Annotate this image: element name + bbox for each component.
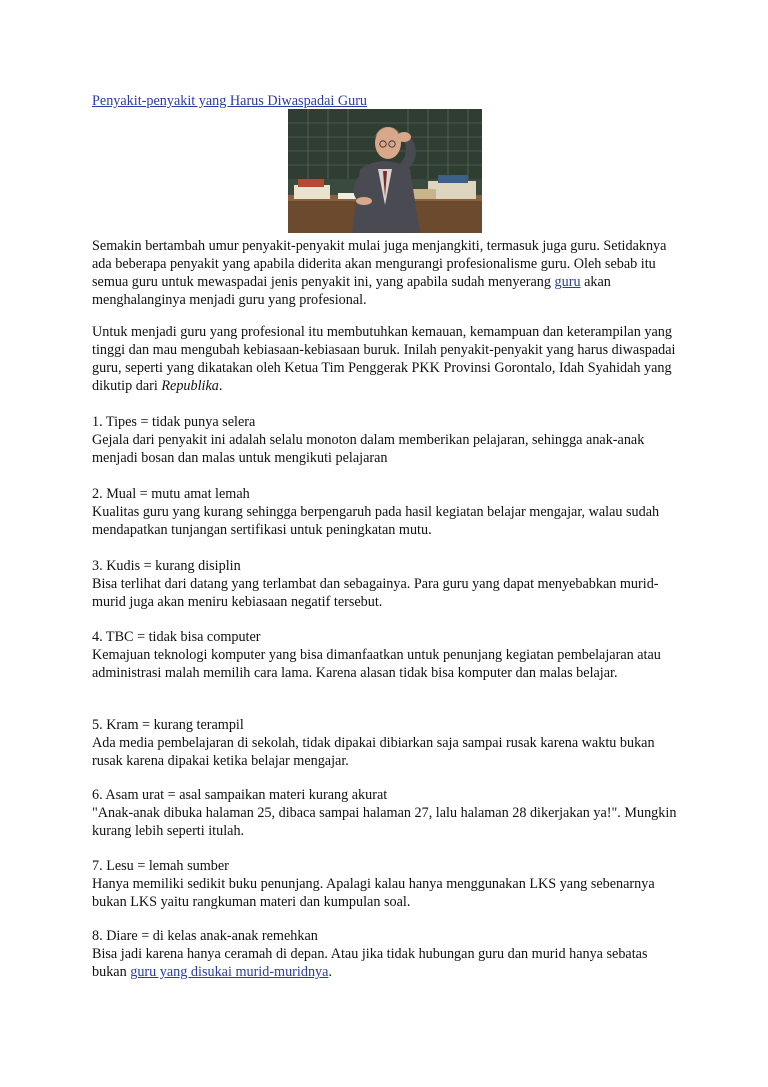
teacher-photo (288, 109, 482, 233)
source-name: Republika (161, 378, 219, 395)
item-heading: 4. TBC = tidak bisa computer (92, 629, 261, 645)
intro-text-end: akan menghalanginya menjadi guru yang profesional. (92, 274, 611, 309)
item-heading: 2. Mual = mutu amat lemah (92, 486, 250, 502)
list-item (92, 628, 682, 682)
list-item (92, 557, 682, 611)
item-body: Kualitas guru yang kurang sehingga berpengaruh pada hasil kegiatan belajar mengajar, walau sudah mendapatkan tunjangan sertifikasi untuk peningkatan mutu. (92, 504, 660, 539)
item-body-end: . (328, 964, 332, 981)
article-title-link[interactable]: Penyakit-penyakit yang Harus Diwaspadai Guru (92, 93, 368, 109)
list-item (92, 927, 682, 981)
item-heading: 5. Kram = kurang terampil (92, 717, 244, 733)
item-body: Ada media pembelajaran di sekolah, tidak dipakai dibiarkan saja sampai rusak karena waktu bukan rusak karena dipakai ketika belajar mengajar. (92, 735, 655, 770)
item-body-text: Bisa jadi karena hanya ceramah di depan. Atau jika tidak hubungan guru dan murid hanya sebatas bukan (92, 946, 648, 981)
intro-text: Semakin bertambah umur penyakit-penyakit mulai juga menjangkiti, termasuk juga guru. Setidaknya ada beberapa penyakit yang apabila diderita akan mengurangi profesionalisme guru. Oleh sebab itu semua guru untuk mewaspadai jenis penyakit ini, yang apabila sudah menyerang (92, 238, 667, 291)
list-item (92, 857, 682, 911)
second-paragraph-text: Untuk menjadi guru yang profesional itu membutuhkan kemauan, kemampuan dan keterampilan yang tinggi dan mau mengubah kebiasaan-kebiasaan buruk. Inilah penyakit-penyakit yang harus diwaspadai guru, seperti yang dikatakan oleh Ketua Tim Penggerak PKK Provinsi Gorontalo, Idah Syahidah yang dikutip dari (92, 324, 676, 395)
item-body: Kemajuan teknologi komputer yang bisa dimanfaatkan untuk penunjang kegiatan pembelajaran atau administrasi malah memilih cara lama. Karena alasan tidak bisa komputer dan malas belajar. (92, 647, 661, 682)
item-body: "Anak-anak dibuka halaman 25, dibaca sampai halaman 27, lalu halaman 28 dikerjakan ya!". Mungkin kurang lebih seperti itulah. (92, 805, 677, 840)
item-body: Hanya memiliki sedikit buku penunjang. Apalagi kalau hanya menggunakan LKS yang sebenarnya bukan LKS yaitu rangkuman materi dan kumpulan soal. (92, 876, 655, 911)
list-item (92, 485, 682, 539)
second-paragraph (92, 323, 682, 395)
item-heading: 6. Asam urat = asal sampaikan materi kurang akurat (92, 787, 388, 803)
guru-disukai-link[interactable]: guru yang disukai murid-muridnya (130, 964, 329, 981)
item-heading: 3. Kudis = kurang disiplin (92, 558, 241, 574)
item-heading: 1. Tipes = tidak punya selera (92, 414, 256, 430)
item-heading: 8. Diare = di kelas anak-anak remehkan (92, 928, 318, 944)
second-paragraph-end: . (218, 378, 223, 395)
item-body: Gejala dari penyakit ini adalah selalu monoton dalam memberikan pelajaran, sehingga anak-anak menjadi bosan dan malas untuk mengikuti pelajaran (92, 432, 645, 467)
item-body: Bisa terlihat dari datang yang terlambat dan sebagainya. Para guru yang dapat menyebabkan murid-murid juga akan meniru kebiasaan negatif tersebut. (92, 576, 659, 611)
list-item (92, 413, 682, 467)
item-body (92, 945, 682, 981)
list-item (92, 786, 682, 840)
guru-link[interactable]: guru (554, 274, 581, 291)
item-heading: 7. Lesu = lemah sumber (92, 858, 229, 874)
list-item (92, 716, 682, 770)
intro-paragraph (92, 237, 682, 309)
